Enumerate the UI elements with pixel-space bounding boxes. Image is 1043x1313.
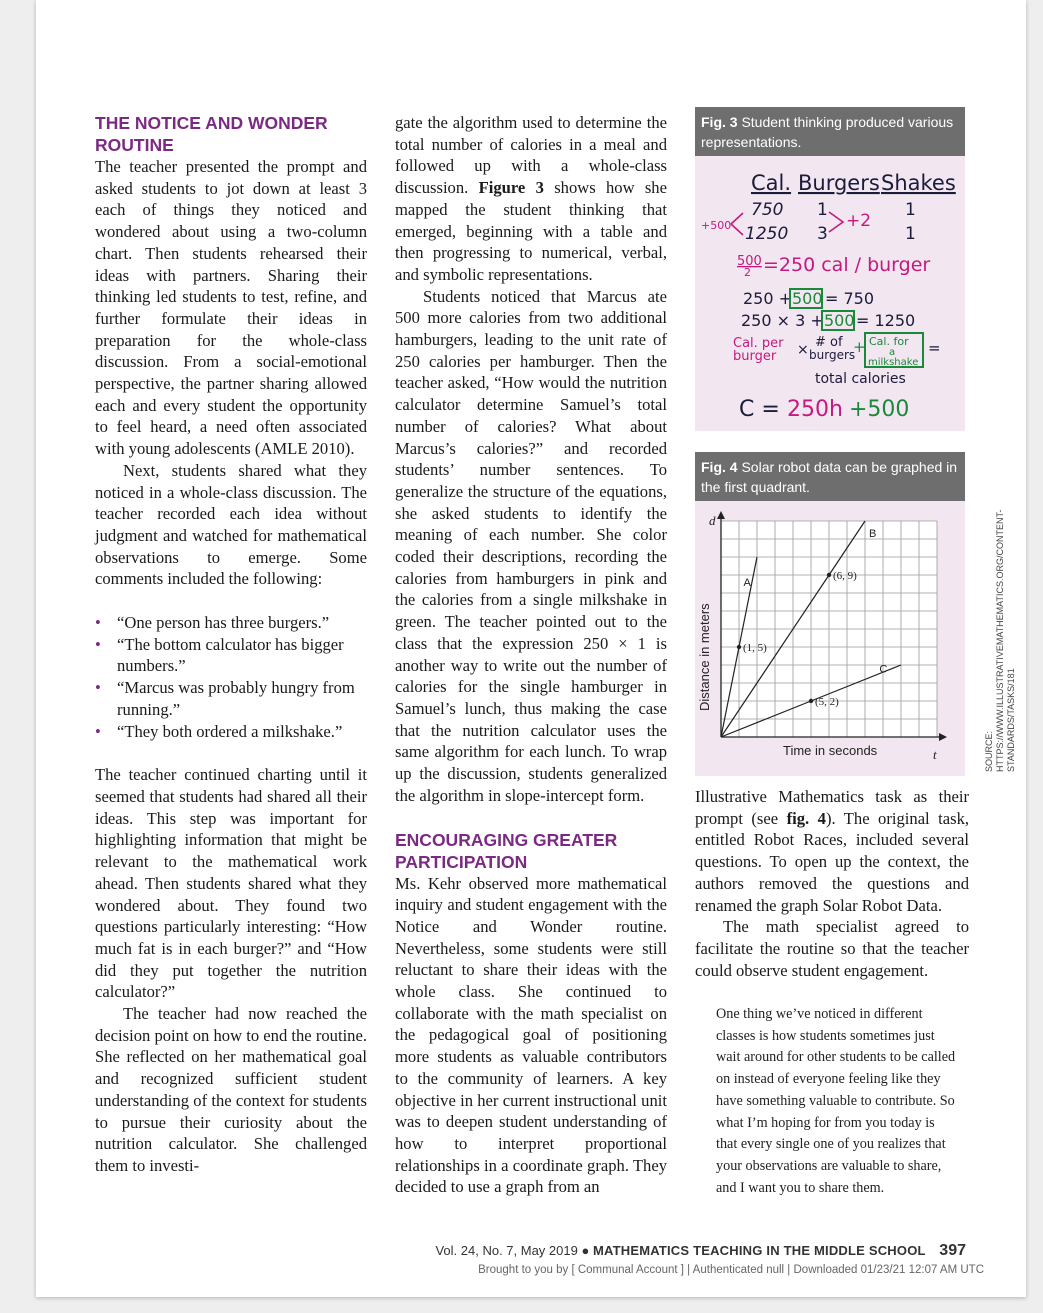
unit-rate-numerator: 500 (737, 254, 762, 269)
x-axis-var: t (933, 747, 937, 762)
x-axis-label: Time in seconds (783, 743, 878, 758)
figure-3 (695, 107, 965, 431)
page-number: 397 (939, 1242, 966, 1259)
verbal-num-of: # of (815, 335, 843, 350)
header-burgers: Burgers (798, 171, 880, 195)
bullet: ● (581, 1243, 590, 1258)
data-point-b (827, 573, 831, 577)
data-point-a (737, 645, 741, 649)
column-3 (695, 786, 969, 981)
formula-c: C = (739, 397, 780, 422)
x-axis-arrow (939, 733, 947, 741)
paragraph: gate the algorithm used to determine the total number of calories in a meal and followed up with a whole-class discussion. Figure 3 shows how she mapped the student thinking that emerged, beginning with a table and then progressing to numerical, verbal, and symbolic representations. (395, 113, 667, 284)
journal-title: MATHEMATICS TEACHING IN THE MIDDLE SCHOOL (592, 1243, 926, 1258)
figure-4 (695, 452, 965, 776)
equation-2a: 250 × 3 + (741, 311, 824, 330)
row1-shakes: 1 (905, 200, 916, 220)
list-item: • “One person has three burgers.” (95, 612, 367, 634)
comment-list (95, 612, 367, 742)
equation-2b: = 1250 (856, 311, 916, 330)
list-item: • “Marcus was probably hungry from running.” (95, 677, 367, 720)
paragraph: The teacher presented the prompt and asked students to jot down at least 3 each of things they noticed and wondered about using a two-column chart. Then students rehearsed their ideas with partners. Sharing their thinking led students to test, refine, and further formulate their ideas in preparation for the whole-class discussion. From a social-emotional perspective, the partner sharing allowed each and every student the opportunity to feel heard, a need often associated with young adolescents (AMLE 2010). (95, 157, 367, 459)
list-item: • “They both ordered a milkshake.” (95, 721, 367, 743)
figure-reference[interactable]: fig. 4 (786, 808, 826, 828)
point-label: (6, 9) (833, 570, 857, 582)
svg-text:×: × (797, 342, 809, 358)
y-axis-label: Distance in meters (697, 603, 712, 711)
unit-rate-denominator: 2 (744, 266, 751, 279)
plus-500-note: +500 (701, 219, 732, 232)
verbal-burger: burger (733, 349, 777, 364)
data-point-c (809, 699, 813, 703)
row2-burgers: 3 (817, 224, 828, 244)
header-cal: Cal. (751, 171, 792, 195)
plus-2-note: +2 (846, 211, 872, 231)
paragraph: Next, students shared what they noticed in a whole-class discussion. The teacher recorded each idea without judgment and watched for mathematical observations to emerge. Some comments included the following: (95, 460, 367, 589)
pull-quote: One thing we’ve noticed in different classes is how students sometimes just wait around for other students to be called on instead of everyone feeling like they have something valuable to contribute. So what I’m hoping for from you today is that every single one of you realizes that your observations are valuable to share, and I want you to share them. (716, 1006, 956, 1196)
section-heading-participation: ENCOURAGING GREATER PARTICIPATION (395, 829, 618, 872)
svg-text:a: a (889, 347, 896, 358)
paragraph: The teacher continued charting until it seemed that students had shared all their ideas. This step was important for highlighting information that might be relevant to the mathematical work ahead. Then students shared what they wondered about. They found two questions particularly interesting: “How much fat is in each burger?” and “How did they put together the nutrition calculator?” (95, 765, 367, 1002)
svg-text:+: + (853, 338, 866, 356)
solar-robot-graph (695, 501, 965, 775)
point-label: (1, 5) (743, 642, 767, 654)
y-axis-arrow (717, 511, 725, 519)
page (36, 0, 1026, 1297)
section-heading-notice-wonder: THE NOTICE AND WONDER ROUTINE (95, 113, 328, 155)
column-2 (395, 112, 667, 1198)
point-label: (5, 2) (815, 696, 839, 708)
header-shakes: Shakes (881, 171, 956, 195)
paragraph: The teacher had now reached the decision point on how to end the routine. She reflected on her mathematical goal and recognized sufficient student understanding of the context for students to pursue their curiosity about the nutrition calculator. She challenged them to investi- (95, 1004, 367, 1175)
figure-3-caption: Fig. 3 Student thinking produced various representations. (695, 107, 965, 156)
equation-2-box: 500 (824, 311, 855, 330)
equation-1a: 250 + (743, 289, 793, 308)
verbal-cal-for: Cal. for (869, 335, 909, 348)
series-label-a: A (743, 576, 751, 589)
verbal-milkshake: milkshake (868, 357, 919, 368)
page-footer (428, 1242, 966, 1260)
figure-4-caption: Fig. 4 Solar robot data can be graphed in the first quadrant. (695, 452, 965, 501)
verbal-burgers: burgers (809, 348, 856, 362)
student-thinking-drawing (695, 156, 965, 436)
row2-shakes: 1 (905, 224, 916, 244)
column-1 (95, 112, 367, 1177)
series-label-c: C (879, 663, 888, 676)
equation-1-box: 500 (792, 289, 823, 308)
paragraph: Students noticed that Marcus ate 500 more calories from two additional hamburgers, leading to the unit rate of 250 calories per hamburger. Then the teacher asked, “How would the nutrition calculator determine Samuel’s total number of calories? What about Marcus’s calories?” and recorded students’ number sentences. To generalize the structure of the equations, she asked students to identify the meaning of each number. She color coded their descriptions, recording the calories from hamburgers in pink and the calories from a single milkshake in green. The teacher pointed out to the class that the expression 250 × 1 is another way to write out the number of calories for the single hamburger in Samuel’s lunch, thus making the case that the nutrition calculator uses the same algorithm for each lunch. To wrap up the discussion, students generalized the algorithm in slope-intercept form. (395, 286, 667, 805)
row2-cal: 1250 (745, 224, 789, 244)
verbal-total: total calories (815, 371, 906, 387)
formula-hamburger-term: 250h (787, 397, 843, 422)
source-credit: SOURCE: HTTPS://WWW.ILLUSTRATIVEMATHEMATICS.ORG/CONTENT-STANDARDS/TASKS/181 (984, 509, 1016, 772)
verbal-cal-per: Cal. per (733, 336, 784, 351)
figure-reference[interactable]: Figure 3 (478, 178, 544, 198)
paragraph: Illustrative Mathematics task as their prompt (see fig. 4). The original task, entitled Robot Races, included several questions. To open up the context, the authors removed the questions and renamed the graph Solar Robot Data. (695, 787, 970, 915)
issue-info: Vol. 24, No. 7, May 2019 (435, 1243, 578, 1258)
download-notice: Brought to you by [ Communal Account ] | Authenticated null | Downloaded 01/23/21 12:07 AM UTC (478, 1264, 984, 1276)
unit-rate: =250 cal / burger (763, 254, 931, 276)
list-item: • “The bottom calculator has bigger numbers.” (95, 634, 367, 677)
row1-burgers: 1 (817, 200, 828, 220)
y-axis-var: d (709, 513, 716, 528)
paragraph: The math specialist agreed to facilitate the routine so that the teacher could observe student engagement. (695, 917, 969, 980)
paragraph: Ms. Kehr observed more mathematical inquiry and student engagement with the Notice and Wonder routine. Nevertheless, some students were still reluctant to share their ideas with the whole class. She continued to collaborate with the math specialist on the pedagogical goal of positioning more students as valuable contributors to the community of learners. A key objective in her current instructional unit was to deepen student understanding of how to interpret proportional relationships in a coordinate graph. They decided to use a graph from an (395, 873, 667, 1197)
row1-cal: 750 (751, 200, 784, 220)
equation-1b: = 750 (825, 289, 875, 308)
svg-text:=: = (928, 339, 941, 357)
formula-shake-term: +500 (849, 397, 910, 422)
series-label-b: B (869, 528, 877, 541)
